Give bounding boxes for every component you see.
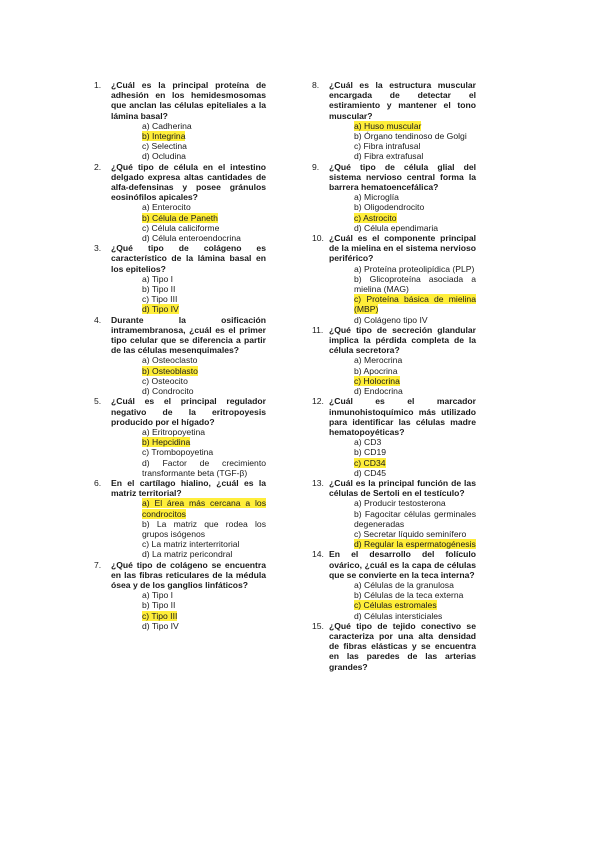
answer-option [354,223,476,233]
question-text: ¿Qué tipo de célula glial del sistema nervioso central forma la barrera hematoencefálica? [329,161,476,193]
answer-text: c) Fibra intrafusal [354,141,421,152]
answer-option [142,498,266,518]
question-block [94,243,266,314]
question-number: 3. [94,243,102,254]
answer-option [142,121,266,131]
highlighted-answer-text: c) Astrocito [354,212,397,223]
question-block [94,560,266,631]
answer-option [354,121,476,131]
answer-option [142,274,266,284]
highlighted-answer-text: c) Proteína básica de mielina (MBP) [354,294,476,315]
answer-text: d) Condrocito [142,386,194,397]
question-number: 6. [94,477,102,488]
answer-option [354,386,476,396]
answer-option [142,549,266,559]
question-header [312,233,476,264]
answer-option [354,447,476,457]
answer-text: b) Apocrina [354,365,398,376]
question-header [312,80,476,121]
question-text: ¿Qué tipo de célula en el intestino delgado expresa altas cantidades de alfa-defensinas y posee gránulos eosinófilos apicales? [111,161,266,203]
answer-option [354,590,476,600]
answer-option [354,600,476,610]
question-text: ¿Cuál es la estructura muscular encargada de detectar el estiramiento y mantener el tono muscular? [329,80,476,121]
answer-option [354,151,476,161]
answer-option [354,294,476,314]
answer-option [142,233,266,243]
question-header [94,80,266,121]
question-header [312,325,476,356]
question-header [312,549,476,580]
highlighted-answer-text: b) Hepcidina [142,437,191,448]
answer-text: b) CD19 [354,447,386,458]
answer-options [312,264,476,325]
question-number: 2. [94,161,102,172]
answer-option [354,458,476,468]
highlighted-answer-text: c) Tipo III [142,610,178,621]
answer-option [142,355,266,365]
question-number: 15. [312,620,324,631]
question-number: 9. [312,161,320,172]
answer-text: d) Colágeno tipo IV [354,314,428,325]
question-block [312,325,476,396]
answer-option [142,621,266,631]
answer-text: d) Tipo IV [142,620,179,631]
question-header [94,315,266,356]
answer-options [94,355,266,396]
answer-option [142,304,266,314]
question-header [94,560,266,591]
answer-option [354,437,476,447]
answer-option [142,376,266,386]
answer-text: d) CD45 [354,467,386,478]
answer-option [142,611,266,621]
answer-text: b) Órgano tendinoso de Golgi [354,131,467,142]
question-header [94,162,266,203]
answer-text: c) Tipo III [142,294,178,305]
answer-option [354,315,476,325]
answer-option [354,468,476,478]
question-number: 5. [94,396,102,407]
answer-option [354,355,476,365]
question-header [94,243,266,274]
question-number: 11. [312,324,324,335]
highlighted-answer-text: d) Tipo IV [142,304,179,315]
answer-option [354,611,476,621]
answer-text: a) Osteoclasto [142,355,198,366]
question-block [94,315,266,397]
answer-text: a) Producir testosterona [354,498,446,509]
answer-text: a) Enterocito [142,202,191,213]
answer-option [354,192,476,202]
question-header [312,162,476,193]
answer-text: d) Células intersticiales [354,610,443,621]
question-number: 12. [312,396,324,407]
question-block [94,80,266,162]
answer-option [142,366,266,376]
answer-option [142,131,266,141]
question-text: ¿Qué tipo de colágeno es característico de la lámina basal en los epitelios? [111,243,266,274]
answer-text: b) Células de la teca externa [354,590,464,601]
answer-text: c) Trombopoyetina [142,447,214,458]
highlighted-answer-text: b) Célula de Paneth [142,212,218,223]
right-column [312,80,476,672]
answer-options [312,498,476,549]
answer-text: a) Tipo I [142,590,174,601]
highlighted-answer-text: c) CD34 [354,457,386,468]
left-column [94,80,266,631]
question-text: ¿Qué tipo de colágeno se encuentra en las fibras reticulares de la médula ósea y de los ganglios linfáticos? [111,559,266,590]
answer-text: d) Célula ependimaria [354,222,439,233]
question-block [312,621,476,672]
highlighted-answer-text: b) Integrina [142,131,186,142]
question-text: En el desarrollo del folículo ovárico, ¿cuál es la capa de células que se convierte en la teca interna? [329,549,476,580]
answer-text: d) La matriz pericondral [142,549,233,560]
highlighted-answer-text: d) Regular la espermatogénesis [354,539,476,550]
question-header [312,478,476,498]
answer-text: a) Merocrina [354,355,403,366]
answer-options [312,355,476,396]
question-text: ¿Qué tipo de tejido conectivo se caracteriza por una alta densidad de fibras elásticas y se encuentra en las paredes de las arterias grandes? [329,620,476,672]
answer-option [354,498,476,508]
answer-text: b) La matriz que rodea los grupos isógenos [142,518,266,539]
answer-text: a) Eritropoyetina [142,426,206,437]
answer-text: b) Glicoproteína asociada a mielina (MAG) [354,273,476,295]
highlighted-answer-text: c) Holocrina [354,375,400,386]
answer-options [94,121,266,162]
answer-options [94,202,266,243]
answer-option [142,590,266,600]
question-text: En el cartílago hialino, ¿cuál es la matriz territorial? [111,477,266,499]
answer-option [354,141,476,151]
question-number: 4. [94,314,102,325]
answer-text: b) Fagocitar células germinales degeneradas [354,508,476,529]
answer-text: a) Cadherina [142,120,192,131]
answer-text: a) Microglía [354,192,399,203]
answer-text: d) Factor de crecimiento transformante beta (TGF-β) [142,457,266,478]
question-header [312,396,476,437]
answer-option [142,294,266,304]
answer-option [142,223,266,233]
answer-option [354,529,476,539]
question-number: 10. [312,233,324,244]
answer-option [354,202,476,212]
answer-option [142,151,266,161]
answer-option [354,376,476,386]
answer-text: a) CD3 [354,437,382,448]
answer-option [142,386,266,396]
answer-option [142,519,266,539]
answer-text: d) Fibra extrafusal [354,151,424,162]
answer-option [142,458,266,478]
answer-options [94,590,266,631]
answer-text: d) Endocrina [354,386,403,397]
question-block [312,80,476,162]
answer-option [142,213,266,223]
answer-options [94,274,266,315]
answer-text: b) Oligodendrocito [354,202,425,213]
answer-text: a) Células de la granulosa [354,579,454,590]
answer-text: c) Célula caliciforme [142,222,220,233]
question-text: ¿Cuál es el componente principal de la mielina en el sistema nervioso periférico? [329,233,476,264]
answer-option [142,427,266,437]
answer-text: c) La matriz interterritorial [142,539,240,550]
question-block [94,396,266,478]
question-block [94,478,266,560]
question-block [312,233,476,325]
highlighted-answer-text: a) El área más cercana a los condrocitos [142,498,266,519]
answer-text: b) Tipo II [142,600,176,611]
question-header [312,621,476,672]
answer-option [354,213,476,223]
highlighted-answer-text: a) Huso muscular [354,120,422,131]
answer-option [142,284,266,294]
question-text: ¿Cuál es el marcador inmunohistoquímico más utilizado para identificar las células madre hematopoyéticas? [329,396,476,437]
question-number: 1. [94,80,102,90]
answer-text: c) Secretar líquido seminífero [354,528,467,539]
answer-option [142,202,266,212]
answer-options [312,121,476,162]
answer-option [354,509,476,529]
answer-option [142,141,266,151]
answer-text: a) Proteína proteolipídica (PLP) [354,263,475,274]
answer-options [312,580,476,621]
answer-text: b) Tipo II [142,284,176,295]
question-text: ¿Cuál es la principal función de las células de Sertoli en el testículo? [329,477,476,499]
question-text: ¿Cuál es el principal regulador negativo de la eritropoyesis producido por el hígado? [111,396,266,427]
question-header [94,478,266,498]
question-text: ¿Qué tipo de secreción glandular implica la pérdida completa de la célula secretora? [329,324,476,356]
answer-option [142,437,266,447]
question-number: 7. [94,559,102,570]
answer-option [354,539,476,549]
answer-text: a) Tipo I [142,273,174,284]
question-text: ¿Cuál es la principal proteína de adhesión en los hemidesmosomas que anclan las células epiteliales a la lámina basal? [111,80,266,121]
answer-text: d) Ocludina [142,151,186,162]
answer-option [142,539,266,549]
highlighted-answer-text: b) Osteoblasto [142,365,198,376]
answer-options [312,192,476,233]
answer-option [354,131,476,141]
question-block [94,162,266,244]
answer-option [354,580,476,590]
question-number: 8. [312,80,320,90]
question-block [312,396,476,478]
answer-options [94,498,266,559]
highlighted-answer-text: c) Células estromales [354,600,437,611]
answer-text: d) Célula enteroendocrina [142,233,241,244]
question-block [312,162,476,233]
question-block [312,478,476,549]
question-number: 14. [312,549,324,560]
question-block [312,549,476,620]
question-header [94,396,266,427]
question-number: 13. [312,477,324,488]
answer-option [142,600,266,610]
answer-option [142,447,266,457]
answer-option [354,274,476,294]
answer-text: c) Osteocito [142,375,188,386]
answer-options [312,437,476,478]
answer-option [354,264,476,274]
answer-option [354,366,476,376]
question-text: Durante la osificación intramembranosa, ¿cuál es el primer tipo celular que se diferencia a partir de las células mesenquimales? [111,314,266,356]
answer-text: c) Selectina [142,141,187,152]
answer-options [94,427,266,478]
